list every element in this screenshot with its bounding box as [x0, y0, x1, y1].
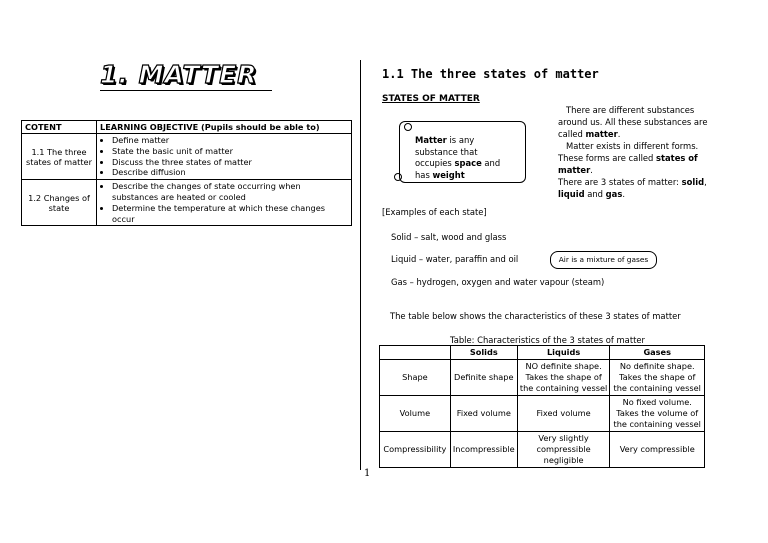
table-header-row — [22, 121, 352, 134]
table-row — [22, 180, 352, 226]
intro-text: There are different substances around us. All these substances are called matter. Matter exists in different forms. These forms are called states of matter. There are 3 states of matter: solid, liquid and gas. — [558, 105, 708, 199]
example-gas: Gas – hydrogen, oxygen and water vapour (steam) — [391, 277, 605, 287]
example-liquid: Liquid – water, paraffin and oil — [391, 254, 519, 264]
table-cell: No fixed volume. Takes the volume of the containing vessel — [610, 396, 705, 432]
row-label: Volume — [380, 396, 451, 432]
header-solids: Solids — [450, 346, 517, 360]
table-cell: Very compressible — [610, 432, 705, 468]
table-row — [380, 432, 705, 468]
header-objective: LEARNING OBJECTIVE (Pupils should be able to) — [97, 121, 352, 134]
example-solid: Solid – salt, wood and glass — [391, 232, 507, 242]
objectives-cell — [97, 180, 352, 226]
matter-definition: Matter is any substance that occupies space and has weight — [415, 135, 501, 180]
objective-item: • Discuss the three states of matter — [112, 157, 348, 168]
table-cell: No definite shape. Takes the shape of the containing vessel — [610, 360, 705, 396]
table-intro: The table below shows the characteristics of these 3 states of matter — [390, 311, 681, 321]
objectives-cell — [97, 134, 352, 180]
objective-item: • Describe diffusion — [112, 167, 348, 178]
table-cell: Fixed volume — [517, 396, 610, 432]
table-header-row — [380, 346, 705, 360]
table-row — [22, 134, 352, 180]
table-cell: Very slightly compressible negligible — [517, 432, 610, 468]
objective-item: • Define matter — [112, 135, 348, 146]
scroll-curl-icon — [394, 173, 402, 181]
objective-item: • State the basic unit of matter — [112, 146, 348, 157]
air-callout: Air is a mixture of gases — [550, 251, 657, 269]
table-cell: Definite shape — [450, 360, 517, 396]
table-cell: NO definite shape. Takes the shape of the containing vessel — [517, 360, 610, 396]
row-label: Shape — [380, 360, 451, 396]
examples-heading: [Examples of each state] — [382, 207, 487, 217]
header-gases: Gases — [610, 346, 705, 360]
table-cell: Incompressible — [450, 432, 517, 468]
page-title: 1. MATTER — [100, 60, 272, 91]
header-liquids: Liquids — [517, 346, 610, 360]
objective-item: • Determine the temperature at which these changes occur — [112, 203, 348, 225]
table-cell: Fixed volume — [450, 396, 517, 432]
table-row — [380, 396, 705, 432]
objectives-table — [21, 120, 352, 226]
states-table — [379, 345, 705, 468]
objective-item: • Describe the changes of state occurring when substances are heated or cooled — [112, 181, 348, 203]
scroll-curl-icon — [404, 123, 412, 131]
table-row — [380, 360, 705, 396]
page-number: 1 — [364, 468, 371, 479]
header-blank — [380, 346, 451, 360]
states-heading: STATES OF MATTER — [382, 94, 480, 104]
row-label: Compressibility — [380, 432, 451, 468]
content-cell: 1.1 The three states of matter — [22, 134, 97, 180]
column-divider — [360, 60, 361, 470]
table-caption: Table: Characteristics of the 3 states of matter — [450, 335, 645, 345]
section-title: 1.1 The three states of matter — [382, 67, 599, 81]
header-content: COTENT — [22, 121, 97, 134]
content-cell: 1.2 Changes of state — [22, 180, 97, 226]
